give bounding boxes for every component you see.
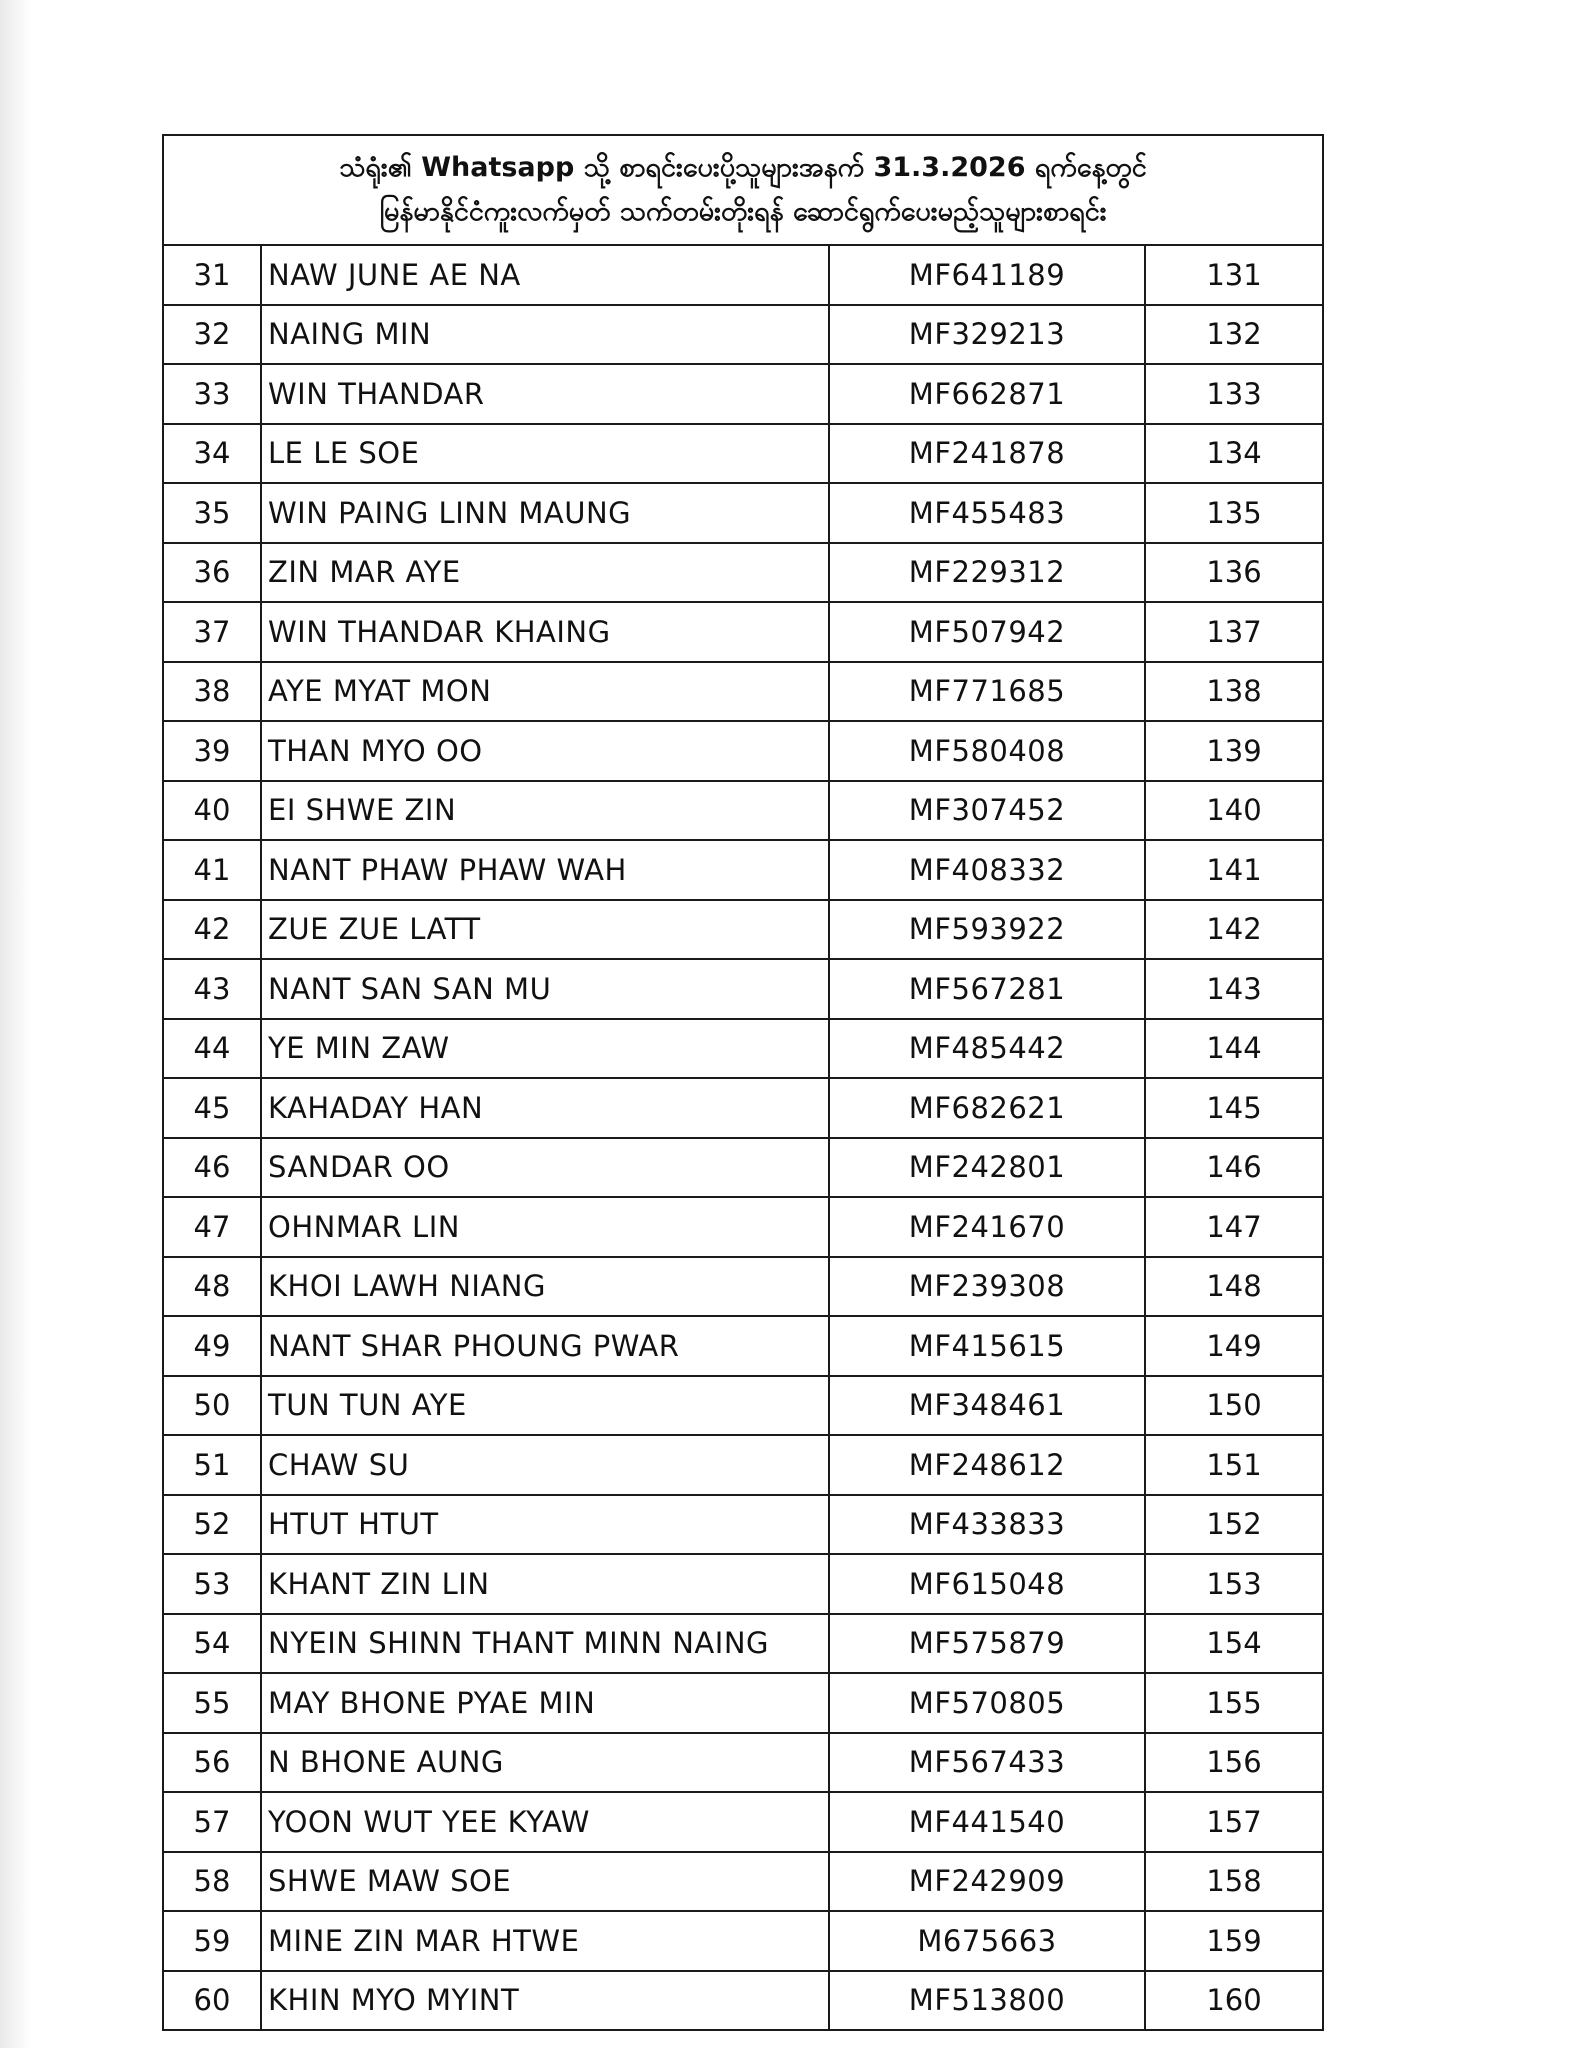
table-title-cell: [163, 135, 1323, 245]
passport-renewal-list-table: [162, 134, 1324, 2031]
row-number-cell: 60: [163, 1971, 261, 2031]
name-cell: NYEIN SHINN THANT MINN NAING: [261, 1614, 829, 1674]
serial-number-cell: 147: [1145, 1197, 1323, 1257]
row-number-cell: 37: [163, 602, 261, 662]
serial-number-cell: 145: [1145, 1078, 1323, 1138]
row-number-cell: 52: [163, 1495, 261, 1555]
table-row: [163, 1614, 1323, 1674]
serial-number-cell: 150: [1145, 1376, 1323, 1436]
serial-number-cell: 153: [1145, 1554, 1323, 1614]
row-number-cell: 45: [163, 1078, 261, 1138]
passport-number-cell: MF241670: [829, 1197, 1145, 1257]
table-row: [163, 543, 1323, 603]
row-number-cell: 54: [163, 1614, 261, 1674]
table-row: [163, 840, 1323, 900]
row-number-cell: 55: [163, 1673, 261, 1733]
serial-number-cell: 160: [1145, 1971, 1323, 2031]
name-cell: KHIN MYO MYINT: [261, 1971, 829, 2031]
passport-number-cell: MF682621: [829, 1078, 1145, 1138]
passport-number-cell: MF485442: [829, 1019, 1145, 1079]
row-number-cell: 56: [163, 1733, 261, 1793]
title-line-2: မြန်မာနိုင်ငံကူးလက်မှတ် သက်တမ်းတိုးရန် ဆောင်ရွက်ပေးမည့်သူများစာရင်း: [379, 196, 1107, 227]
table-body: [163, 135, 1323, 2030]
name-cell: SANDAR OO: [261, 1138, 829, 1198]
passport-number-cell: MF575879: [829, 1614, 1145, 1674]
row-number-cell: 33: [163, 364, 261, 424]
table-row: [163, 1138, 1323, 1198]
name-cell: KHANT ZIN LIN: [261, 1554, 829, 1614]
row-number-cell: 49: [163, 1316, 261, 1376]
passport-number-cell: MF567281: [829, 959, 1145, 1019]
serial-number-cell: 155: [1145, 1673, 1323, 1733]
passport-number-cell: MF239308: [829, 1257, 1145, 1317]
name-cell: MINE ZIN MAR HTWE: [261, 1911, 829, 1971]
table-row: [163, 1673, 1323, 1733]
table-row: [163, 1733, 1323, 1793]
table-row: [163, 1316, 1323, 1376]
passport-number-cell: MF593922: [829, 900, 1145, 960]
serial-number-cell: 144: [1145, 1019, 1323, 1079]
name-cell: EI SHWE ZIN: [261, 781, 829, 841]
row-number-cell: 43: [163, 959, 261, 1019]
serial-number-cell: 140: [1145, 781, 1323, 841]
serial-number-cell: 158: [1145, 1852, 1323, 1912]
name-cell: LE LE SOE: [261, 424, 829, 484]
table-row: [163, 1435, 1323, 1495]
passport-number-cell: MF248612: [829, 1435, 1145, 1495]
row-number-cell: 46: [163, 1138, 261, 1198]
table-row: [163, 1495, 1323, 1555]
row-number-cell: 44: [163, 1019, 261, 1079]
table-row: [163, 1971, 1323, 2031]
passport-number-cell: MF441540: [829, 1792, 1145, 1852]
table-row: [163, 662, 1323, 722]
name-cell: N BHONE AUNG: [261, 1733, 829, 1793]
serial-number-cell: 142: [1145, 900, 1323, 960]
row-number-cell: 39: [163, 721, 261, 781]
table-row: [163, 483, 1323, 543]
name-cell: NANT PHAW PHAW WAH: [261, 840, 829, 900]
passport-number-cell: MF307452: [829, 781, 1145, 841]
table-row: [163, 1852, 1323, 1912]
row-number-cell: 34: [163, 424, 261, 484]
row-number-cell: 36: [163, 543, 261, 603]
name-cell: WIN THANDAR KHAING: [261, 602, 829, 662]
serial-number-cell: 134: [1145, 424, 1323, 484]
name-cell: MAY BHONE PYAE MIN: [261, 1673, 829, 1733]
serial-number-cell: 146: [1145, 1138, 1323, 1198]
table-row: [163, 1554, 1323, 1614]
table-row: [163, 1197, 1323, 1257]
row-number-cell: 31: [163, 245, 261, 305]
row-number-cell: 50: [163, 1376, 261, 1436]
serial-number-cell: 157: [1145, 1792, 1323, 1852]
name-cell: TUN TUN AYE: [261, 1376, 829, 1436]
name-cell: HTUT HTUT: [261, 1495, 829, 1555]
serial-number-cell: 136: [1145, 543, 1323, 603]
name-cell: THAN MYO OO: [261, 721, 829, 781]
passport-number-cell: MF641189: [829, 245, 1145, 305]
passport-number-cell: MF241878: [829, 424, 1145, 484]
row-number-cell: 40: [163, 781, 261, 841]
name-cell: WIN THANDAR: [261, 364, 829, 424]
serial-number-cell: 143: [1145, 959, 1323, 1019]
passport-number-cell: MF348461: [829, 1376, 1145, 1436]
row-number-cell: 42: [163, 900, 261, 960]
passport-number-cell: MF433833: [829, 1495, 1145, 1555]
scan-page-edge: [0, 0, 32, 2048]
name-cell: KAHADAY HAN: [261, 1078, 829, 1138]
passport-number-cell: MF771685: [829, 662, 1145, 722]
passport-number-cell: MF513800: [829, 1971, 1145, 2031]
passport-number-cell: MF329213: [829, 305, 1145, 365]
table-row: [163, 1792, 1323, 1852]
row-number-cell: 59: [163, 1911, 261, 1971]
serial-number-cell: 139: [1145, 721, 1323, 781]
table-row: [163, 721, 1323, 781]
table-row: [163, 1019, 1323, 1079]
name-cell: OHNMAR LIN: [261, 1197, 829, 1257]
table-row: [163, 959, 1323, 1019]
serial-number-cell: 141: [1145, 840, 1323, 900]
row-number-cell: 57: [163, 1792, 261, 1852]
row-number-cell: 38: [163, 662, 261, 722]
name-cell: NANT SHAR PHOUNG PWAR: [261, 1316, 829, 1376]
name-cell: NANT SAN SAN MU: [261, 959, 829, 1019]
passport-number-cell: MF408332: [829, 840, 1145, 900]
row-number-cell: 47: [163, 1197, 261, 1257]
name-cell: KHOI LAWH NIANG: [261, 1257, 829, 1317]
table-row: [163, 424, 1323, 484]
passport-number-cell: MF662871: [829, 364, 1145, 424]
name-cell: AYE MYAT MON: [261, 662, 829, 722]
serial-number-cell: 132: [1145, 305, 1323, 365]
row-number-cell: 41: [163, 840, 261, 900]
passport-number-cell: MF242909: [829, 1852, 1145, 1912]
passport-number-cell: MF570805: [829, 1673, 1145, 1733]
table-row: [163, 1376, 1323, 1436]
name-cell: YOON WUT YEE KYAW: [261, 1792, 829, 1852]
passport-number-cell: M675663: [829, 1911, 1145, 1971]
row-number-cell: 53: [163, 1554, 261, 1614]
row-number-cell: 35: [163, 483, 261, 543]
passport-number-cell: MF242801: [829, 1138, 1145, 1198]
table-row: [163, 245, 1323, 305]
row-number-cell: 51: [163, 1435, 261, 1495]
serial-number-cell: 148: [1145, 1257, 1323, 1317]
passport-number-cell: MF229312: [829, 543, 1145, 603]
serial-number-cell: 149: [1145, 1316, 1323, 1376]
serial-number-cell: 152: [1145, 1495, 1323, 1555]
name-cell: ZIN MAR AYE: [261, 543, 829, 603]
table-header-row: [163, 135, 1323, 245]
row-number-cell: 32: [163, 305, 261, 365]
passport-number-cell: MF507942: [829, 602, 1145, 662]
serial-number-cell: 133: [1145, 364, 1323, 424]
serial-number-cell: 138: [1145, 662, 1323, 722]
name-cell: YE MIN ZAW: [261, 1019, 829, 1079]
name-cell: ZUE ZUE LATT: [261, 900, 829, 960]
serial-number-cell: 154: [1145, 1614, 1323, 1674]
name-cell: NAW JUNE AE NA: [261, 245, 829, 305]
serial-number-cell: 151: [1145, 1435, 1323, 1495]
table-row: [163, 364, 1323, 424]
table-row: [163, 305, 1323, 365]
row-number-cell: 48: [163, 1257, 261, 1317]
table-row: [163, 602, 1323, 662]
table-row: [163, 1911, 1323, 1971]
table-row: [163, 781, 1323, 841]
passport-number-cell: MF455483: [829, 483, 1145, 543]
serial-number-cell: 156: [1145, 1733, 1323, 1793]
table-row: [163, 900, 1323, 960]
serial-number-cell: 135: [1145, 483, 1323, 543]
passport-number-cell: MF580408: [829, 721, 1145, 781]
passport-number-cell: MF615048: [829, 1554, 1145, 1614]
name-cell: SHWE MAW SOE: [261, 1852, 829, 1912]
row-number-cell: 58: [163, 1852, 261, 1912]
name-cell: CHAW SU: [261, 1435, 829, 1495]
serial-number-cell: 137: [1145, 602, 1323, 662]
serial-number-cell: 131: [1145, 245, 1323, 305]
title-line-1: သံရုံး၏ Whatsapp သို့ စာရင်းပေးပို့သူများအနက် 31.3.2026 ရက်နေ့တွင်: [339, 152, 1147, 183]
serial-number-cell: 159: [1145, 1911, 1323, 1971]
passport-number-cell: MF567433: [829, 1733, 1145, 1793]
name-cell: WIN PAING LINN MAUNG: [261, 483, 829, 543]
passport-number-cell: MF415615: [829, 1316, 1145, 1376]
name-cell: NAING MIN: [261, 305, 829, 365]
table-row: [163, 1078, 1323, 1138]
table-row: [163, 1257, 1323, 1317]
